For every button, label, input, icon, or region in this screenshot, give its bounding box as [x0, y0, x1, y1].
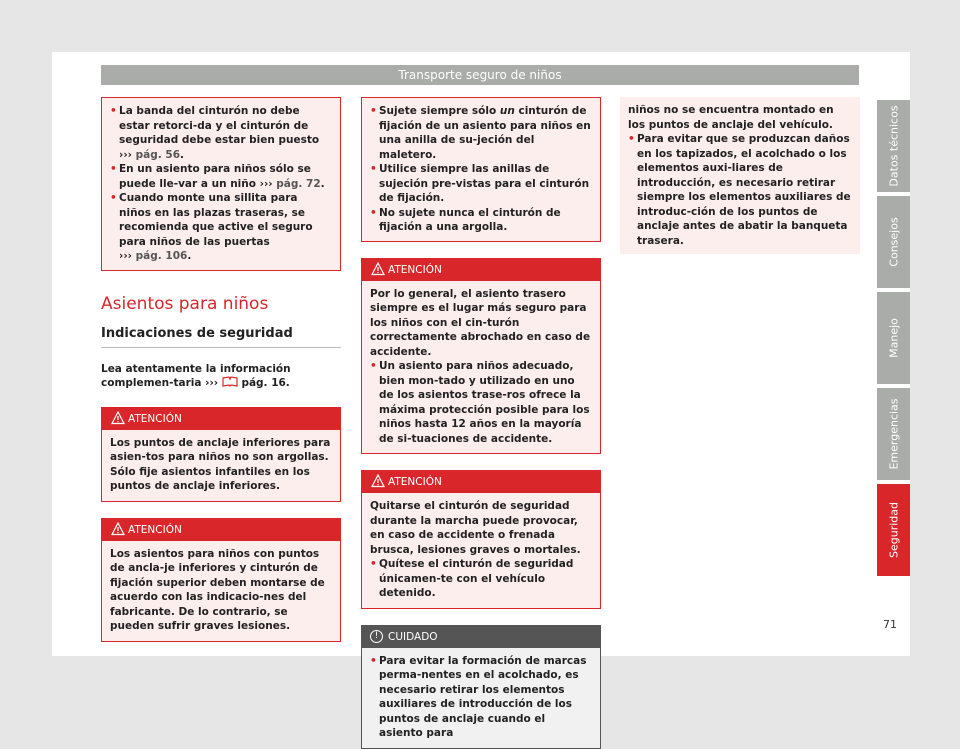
- column-1: [101, 97, 341, 642]
- list-item: • Un asiento para niños adecuado, bien mon-tado y utilizado en uno de los asientos trase-ros ofrece la máxima protección posible para los niños hasta 12 años en la mayoría de si-tuaciones de accidente.: [370, 359, 592, 446]
- list-item: • Para evitar la formación de marcas perma-nentes en el acolchado, es necesario retirar los elementos auxiliares de introducción de los puntos de anclaje cuando el asiento para: [370, 654, 592, 741]
- note-box: [101, 97, 341, 271]
- page-link[interactable]: pág. 106: [135, 250, 188, 262]
- list-item: • Utilice siempre las anillas de sujeción pre-vistas para el cinturón de fijación.: [370, 162, 592, 206]
- book-icon: [222, 376, 238, 387]
- warning-header: ATENCIÓN: [362, 259, 600, 281]
- warning-text: Los puntos de anclaje inferiores para asien-tos para niños no son argollas. Sólo fije asientos infantiles en los puntos de anclaje inferiores.: [110, 436, 331, 492]
- warning-text: Quitarse el cinturón de seguridad durante la marcha puede provocar, en caso de accidente o frenada brusca, lesiones graves o mortales. • Quítese el cinturón de seguridad únicamen-te con el vehículo detenido.: [362, 493, 600, 608]
- intro-text: Lea atentamente la información complemen-taria ››› pág. 16.: [101, 362, 291, 389]
- tab-seguridad[interactable]: Seguridad: [877, 484, 910, 576]
- warning-triangle-icon: [371, 262, 385, 276]
- column-2: [361, 97, 601, 749]
- page-link[interactable]: pág. 16.: [241, 377, 290, 389]
- warning-box: [361, 470, 601, 609]
- list-item: • La banda del cinturón no debe estar retorci-da y el cinturón de seguridad debe estar bien puesto ››› pág. 56.: [110, 104, 332, 162]
- caution-text: [362, 648, 600, 748]
- warning-triangle-icon: [111, 411, 125, 425]
- tab-manejo[interactable]: Manejo: [877, 292, 910, 384]
- warning-header: ATENCIÓN: [102, 519, 340, 541]
- section-title: Asientos para niños: [101, 293, 269, 314]
- chapter-tabs: [877, 100, 910, 580]
- tab-consejos[interactable]: Consejos: [877, 196, 910, 288]
- caution-header: ! CUIDADO: [362, 626, 600, 648]
- tab-datos-tecnicos[interactable]: Datos técnicos: [877, 100, 910, 192]
- list-item: • Quítese el cinturón de seguridad únicamen-te con el vehículo detenido.: [370, 557, 592, 601]
- page-link[interactable]: pág. 56: [135, 148, 181, 161]
- warning-header: ATENCIÓN: [102, 408, 340, 430]
- warning-text: Los asientos para niños con puntos de ancla-je inferiores y cinturón de fijación superior deben montarse de acuerdo con las indicacio-nes del fabricante. De lo contrario, se pueden sufrir graves lesiones.: [110, 547, 325, 632]
- warning-triangle-icon: [371, 474, 385, 488]
- note-box-continued: niños no se encuentra montado en los puntos de anclaje del vehículo. • Para evitar que se produzcan daños en los tapizados, el acolchado o los elementos auxi-liares de introducción, es necesario retirar siempre los elementos auxiliares de introduc-ción de los puntos de anclaje antes de abatir la banqueta trasera.: [620, 97, 860, 254]
- warning-triangle-icon: [111, 522, 125, 536]
- section-subtitle: Indicaciones de seguridad: [101, 325, 341, 348]
- warning-text: Por lo general, el asiento trasero siempre es el lugar más seguro para los niños con el cin-turón correctamente abrochado en caso de accidente. • Un asiento para niños adecuado, bien mon-tado y utilizado en uno de los asientos trase-ros ofrece la máxima protección posible para los niños hasta 12 años en la mayoría de si-tuaciones de accidente.: [362, 281, 600, 454]
- warning-box: [101, 518, 341, 642]
- note-box: [361, 97, 601, 242]
- page-number: 71: [883, 618, 897, 631]
- list-item: • No sujete nunca el cinturón de fijación a una argolla.: [370, 206, 592, 235]
- list-item: • Para evitar que se produzcan daños en los tapizados, el acolchado o los elementos auxi-liares de introducción, es necesario retirar siempre los elementos auxiliares de introduc-ción de los puntos de anclaje antes de abatir la banqueta trasera.: [628, 132, 852, 248]
- list-item: • Sujete siempre sólo un cinturón de fijación de un asiento para niños en una anilla de su-jeción del maletero.: [370, 104, 592, 162]
- list-item: • Cuando monte una sillita para niños en las plazas traseras, se recomienda que active el seguro para niños de las puertas ››› pág. 106.: [110, 191, 332, 264]
- column-3: [620, 97, 860, 254]
- page-link[interactable]: pág. 72: [276, 177, 321, 190]
- warning-header: ATENCIÓN: [362, 471, 600, 493]
- list-item: • En un asiento para niños sólo se puede lle-var a un niño ››› pág. 72.: [110, 162, 332, 191]
- warning-box: [361, 258, 601, 455]
- caution-box: [361, 625, 601, 749]
- page-header: Transporte seguro de niños: [101, 65, 859, 85]
- tab-emergencias[interactable]: Emergencias: [877, 388, 910, 480]
- info-circle-icon: !: [370, 630, 383, 643]
- warning-box: [101, 407, 341, 502]
